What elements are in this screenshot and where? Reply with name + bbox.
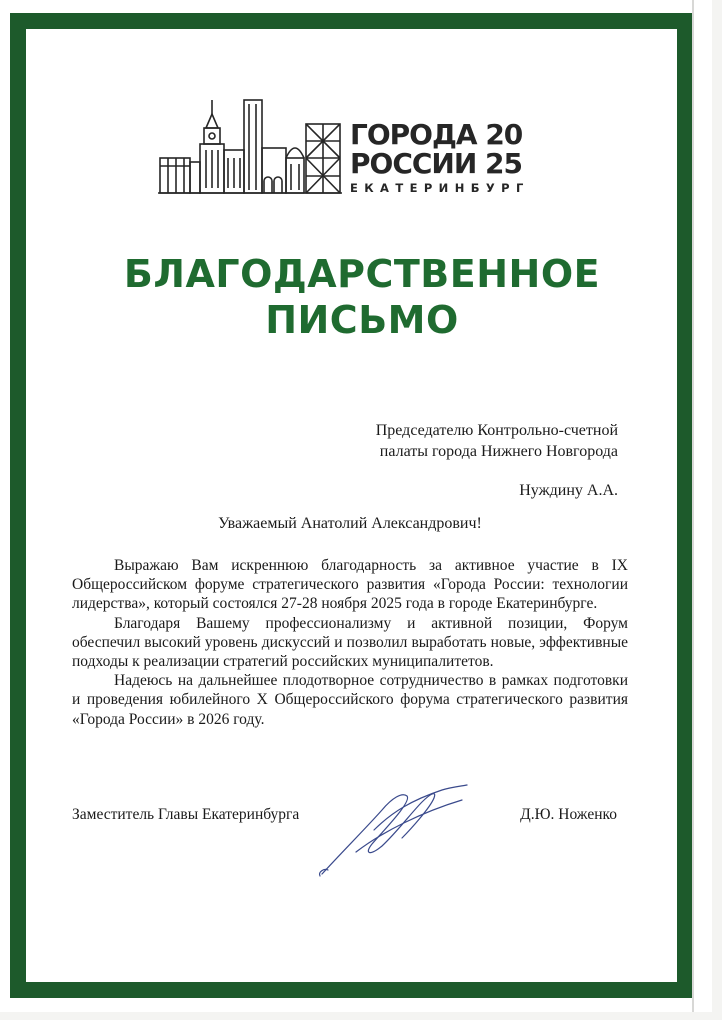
letter-title-line-1: БЛАГОДАРСТВЕННОЕ <box>123 252 601 296</box>
forum-logo <box>156 98 546 198</box>
letter-title-line-2: ПИСЬМО <box>265 298 459 342</box>
handwritten-signature <box>312 772 472 882</box>
addressee-line-1: Председателю Контрольно-счетной <box>375 422 618 439</box>
addressee-block <box>376 420 618 462</box>
addressee-name: Нуждину А.А. <box>519 482 618 499</box>
city-skyline-icon <box>156 98 346 198</box>
body-paragraph: Благодаря Вашему профессионализму и активной позиции, Форум обеспечил высокий уровень дискуссий и позволил выработать новые, эффективные подходы к реализации стратегий российских муниципалитетов. <box>72 614 628 671</box>
letter-body <box>72 556 628 729</box>
body-paragraph: Выражаю Вам искреннюю благодарность за активное участие в IX Общероссийском форуме стратегического развития «Города России: технологии лидерства», который состоялся 27-28 ноября 2025 года в городе Екатеринбурге. <box>72 557 628 613</box>
logo-line-2: РОССИИ 25 <box>350 147 523 180</box>
addressee-line-2: палаты города Нижнего Новгорода <box>379 443 618 460</box>
logo-wordmark <box>350 120 530 195</box>
page-edge <box>692 0 694 1012</box>
signer-position: Заместитель Главы Екатеринбурга <box>72 806 300 823</box>
logo-city: ЕКАТЕРИНБУРГ <box>350 181 530 195</box>
body-paragraph: Надеюсь на дальнейшее плодотворное сотрудничество в рамках подготовки и проведения юбилейного X Общероссийского форума стратегического развития «Города России» в 2026 году. <box>72 672 628 728</box>
greeting: Уважаемый Анатолий Александрович! <box>218 515 482 532</box>
logo-line-1: ГОРОДА 20 <box>350 118 523 151</box>
signer-name: Д.Ю. Ноженко <box>520 806 617 823</box>
